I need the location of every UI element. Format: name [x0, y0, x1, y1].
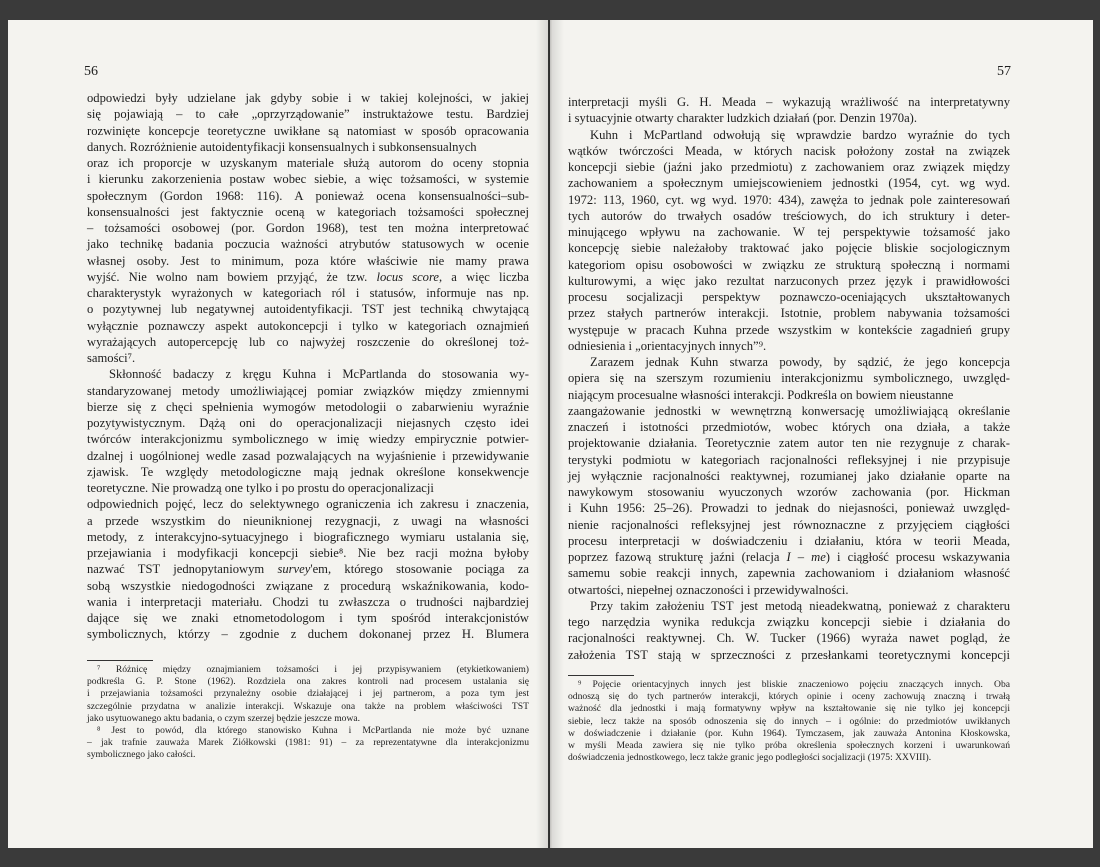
text-line: wyłącznie poznawczy aspekt autokoncepcji i tylko w kategoriach oznajmień [87, 318, 529, 333]
text-line: założenia TST stają w sprzeczności z przesłankami teoretycznymi koncepcji [568, 647, 1010, 662]
footnote-rule [568, 675, 634, 676]
text-line: procesu socjalizacji perspektyw poznawczo-oceniających ukształtowanych [568, 290, 1010, 304]
footnote-line: i przejawiania tożsamości przynależny osobie działającej i jej partnerom, a poza tym jest [87, 688, 529, 700]
italic-term: survey [277, 562, 311, 577]
text-line: sobą wszystkie niedogodności związane z procedurą wskaźnikowania, kodo- [87, 578, 529, 593]
footnote-rule [87, 660, 153, 661]
text-line: zaangażowanie jednostki w wewnętrzną konwersację umożliwiającą określanie [568, 403, 1010, 418]
text-line: procesu interpretacji w doświadczeniu i działaniu, która w teorii Meada, [568, 533, 1010, 548]
text-line: odpowiedzi były udzielane jak gdyby sobie i w takiej kolejności, w jakiej [87, 91, 529, 105]
footnote-line: w myśli Meada zawiera się nie tylko próba określenia społecznych korzeni i uwarunkowań [568, 740, 1010, 752]
text-line: i Kuhn 1956: 25–26). Prowadzi to jednak do niejasności, ponieważ uwzględ- [568, 501, 1010, 516]
footnote-line: odnoszą się do tych partnerów interakcji, których opinie i oceny zachowują znaczną i trwałą [568, 691, 1010, 703]
text-line: przejawiania i modyfikacji koncepcji siebie⁸. Nie bez racji można byłoby [87, 546, 529, 560]
text-line: Zarazem jednak Kuhn stwarza powody, by sądzić, że jego koncepcja [590, 355, 1010, 369]
page-number: 56 [84, 64, 98, 79]
text-line: i sytuacyjnie otwarty charakter ludzkich działań (por. Denzin 1970a). [568, 111, 917, 126]
text-line: twórców interakcjonizmu symbolicznego w imię wiedzy empirycznie potwier- [87, 432, 529, 447]
text-line: poprzez fazową strukturę jaźni (relacja I – me) i ciągłość procesu wskazywania [568, 550, 1010, 564]
text-line: charakterystyk wyrażonych w kategoriach ról i statusów, informuje nas np. [87, 286, 529, 300]
left-page [8, 20, 548, 848]
text-line: własnej osoby. Jest to minimum, poza które właściwie nie mamy prawa [87, 253, 529, 268]
footnotes [87, 660, 529, 762]
text-line: Przy takim założeniu TST jest metodą nieadekwatną, ponieważ z charakteru [590, 598, 1010, 613]
main-text [87, 90, 529, 643]
footnote-line: ⁹ Pojęcie orientacyjnych innych jest bliskie znaczeniowo pojęciu znaczących innych. Oba [578, 679, 1010, 690]
footnote-line: ⁷ Różnicę między oznajmianiem tożsamości i jej przypisywaniem (etykietkowaniem) [97, 664, 529, 675]
footnotes [568, 675, 1010, 764]
text-line: przez stałych partnerów interakcji. Istotnie, problem nabywania tożsamości [568, 306, 1010, 321]
text-line: odpowiednich pojęć, lecz do selektywnego ograniczenia ich zakresu i znaczenia, [87, 497, 529, 512]
text-line: i kierunku zakorzenienia postaw wobec siebie, a więc tożsamości, w systemie [87, 172, 529, 187]
text-line: koncepcję siebie należałoby traktować jako pojęcie bliskie socjologicznym [568, 241, 1010, 256]
text-line: wątków twórczości Meada, w których nacisk położony został na związek [568, 143, 1010, 158]
text-line: nazwać TST jednopytaniowym survey'em, którego stosowanie pociąga za [87, 562, 529, 577]
text-line: o pozytywnej lub negatywnej autoidentyfikacji. TST jest techniką chwytającą [87, 302, 529, 317]
text-line: otwartości, niepełnej oznaczoności i przewidywalności. [568, 582, 849, 597]
text-line: teoretyczne. Nie prowadzą one tylko i po prostu do operacjonalizacji [87, 481, 434, 495]
text-line: interpretacji myśli G. H. Meada – wykazują wrażliwość na interpretatywny [568, 95, 1010, 109]
text-line: jej wyłącznie racjonalności reaktywnej, rozumianej jako działanie oparte na [568, 468, 1010, 483]
text-line: się pojawiają – to całe „oprzyrządowanie” instruktażowe testu. Bardziej [87, 107, 529, 122]
text-line: konsensualności jest faktycznie oceną w kategoriach tożsamości społecznej [87, 204, 529, 219]
text-line: Kuhn i McPartland odwołują się wprawdzie bardzo wyraźnie do tych [590, 127, 1010, 142]
text-line: projektowanie działania. Teoretycznie zatem autor ten nie rezygnuje z charak- [568, 436, 1010, 451]
italic-term: I – me [786, 550, 826, 564]
text-line: nawykowym stosowaniu wyuczonych wzorów zachowania (por. Hickman [568, 485, 1010, 499]
text-line: dające się we znaki etnometodologom i tym spośród interakcjonistów [87, 611, 529, 625]
text-line: znaczeń i istotności przedmiotów, wobec których ona działa, a także [568, 420, 1010, 434]
text-line: tych autorów do trwałych osadów treściowych, do ich struktury i deter- [568, 208, 1010, 223]
text-line: opiera się na szerszym rozumieniu interakcjonizmu symbolicznego, uwzględ- [568, 371, 1010, 386]
text-line: a przede wszystkim do nieuniknionej rezygnacji, z uwagi na własności [87, 513, 529, 528]
text-line: oraz ich proporcje w uzyskanym materiale służą autorom do oceny stopnia [87, 156, 529, 170]
text-line: koncepcji siebie (jaźni jako przedmiotu) z zachowaniem oraz związek między [568, 160, 1010, 174]
page-number: 57 [997, 64, 1011, 79]
text-line: zachowaniem a społecznym umiejscowieniem jednostki (1954, cyt. wg wyd. [568, 176, 1010, 191]
text-line: danych. Rozróżnienie autoidentyfikacji konsensualnych i subkonsensualnych [87, 139, 477, 154]
text-line: bierze się z chęci spełnienia wymogów metodologii o zabarwieniu wyraźnie [87, 399, 529, 414]
text-line: odniesienia i „orientacyjnych innych”⁹. [568, 338, 767, 353]
text-line: wyrażających autopercepcję lub co najwyżej roszczenie do określonej toż- [87, 334, 529, 349]
footnote-line: siebie, lecz także na sposób odnoszenia się do innych – i ogólnie: do przedmiotów uwikłanych [568, 715, 1010, 727]
text-line: jako technikę badania poczucia ważności atrybutów statusowych w ocenie [87, 237, 529, 252]
text-line: pozytywistycznym. Dążą oni do operacjonalizacji niejasnych często idei [87, 416, 529, 430]
text-line: zjawisk. Te względy metodologiczne mają jednak określone konsekwencje [87, 464, 529, 479]
text-line: samemu sobie reakcji innych, zapewnia zachowaniom i działaniom własność [568, 566, 1010, 581]
footnote-line: jako usytuowanego aktu badania, o czym szerzej będzie jeszcze mowa. [87, 712, 361, 724]
text-line: samości⁷. [87, 351, 136, 365]
footnote-line: w doświadczenie i działanie (por. Kuhn 1964). Tymczasem, jak zauważa Antonina Kłoskowska, [568, 727, 1010, 739]
text-line: tego narzędzia wynika redukcja związku koncepcji siebie i działania do [568, 615, 1010, 629]
text-line: wania i interpretacji materiału. Chodzi tu zwłaszcza o trudności najbardziej [87, 594, 529, 609]
right-page [550, 20, 1093, 848]
main-text [568, 94, 1010, 663]
footnote-line: symbolicznego jako całości. [87, 749, 196, 761]
text-line: występuje w pracach Kuhna przede wszystkim w kontekście zagadnień grupy [568, 322, 1010, 337]
text-line: racjonalności reaktywnej. Ch. W. Tucker (1966) wyraża nawet pogląd, że [568, 631, 1010, 646]
text-line: standaryzowanej metody umożliwiającej pomiar związków między zmiennymi [87, 383, 529, 398]
text-line: kategoriom opisu osobowości w związku ze strukturą społeczną i normami [568, 257, 1010, 272]
footnote-line: podkreśla G. P. Stone (1962). Rozdziela ona zakres kontroli nad procesem ustalania się [87, 676, 529, 688]
text-line: 1972: 113, 1960, cyt. wg wyd. 1970: 434), zawęża to jednak pole zainteresowań [568, 192, 1010, 207]
footnote-line: ⁸ Jest to powód, dla którego stanowisko Kuhna i McPartlanda nie może być uznane [97, 725, 529, 737]
text-line: rozwinięte koncepcje teoretyczne uwikłane są natomiast w sposób opracowania [87, 123, 529, 138]
text-line: wyjść. Nie wolno nam bowiem przyjąć, że tzw. locus score, a więc liczba [87, 269, 530, 284]
text-line: dzalnej i uogólnionej wedle zasad pozwalających na wyjaśnienie i przewidywanie [87, 448, 529, 463]
text-line: nienie racjonalności refleksyjnej jest równoznaczne z przyjęciem ciągłości [568, 517, 1010, 532]
text-line: – tożsamości osobowej (por. Gordon 1968), test ten można interpretować [87, 221, 529, 235]
footnote-line: ważność dla jednostki i mają formatywny wpływ na kształtowanie się nie tylko jej koncepcji [568, 703, 1010, 715]
footnote-line: doświadczenia jednostkowego, lecz także granic jego podległości socjalizacji (1975: XXVIII). [568, 752, 932, 764]
text-line: kulturowymi, a więc jako rezultat narzuconych przez język i prawidłowości [568, 273, 1010, 288]
italic-term: locus score [376, 269, 440, 284]
text-line: niającym procesualne własności interakcji. Podkreśla on bowiem nieustanne [568, 387, 954, 402]
text-line: terystyki podmiotu w kategoriach racjonalności refleksyjnej i nie przypisuje [568, 452, 1010, 467]
footnote-line: szczególnie przydatna w analizie interakcji. Wskazuje ona także na problem właściwości TST [87, 700, 529, 712]
text-line: symbolicznych, którzy – zgodnie z duchem dokonanej przez H. Blumera [87, 627, 529, 642]
text-line: metody, z interakcyjno-sytuacyjnego i biograficznego wymiaru ustalania się, [87, 529, 529, 544]
text-line: społecznym (Gordon 1968: 116). A ponieważ ocena konsensualności–sub- [87, 188, 529, 203]
text-line: minującego wpływu na zachowanie. W tej perspektywie tożsamość jako [568, 225, 1010, 239]
footnote-line: – jak trafnie zauważa Marek Ziółkowski (1981: 91) – za reprezentatywne dla interakcjonizmu [87, 737, 529, 749]
text-line: Skłonność badaczy z kręgu Kuhna i McPartlanda do stosowania wy- [109, 367, 529, 382]
